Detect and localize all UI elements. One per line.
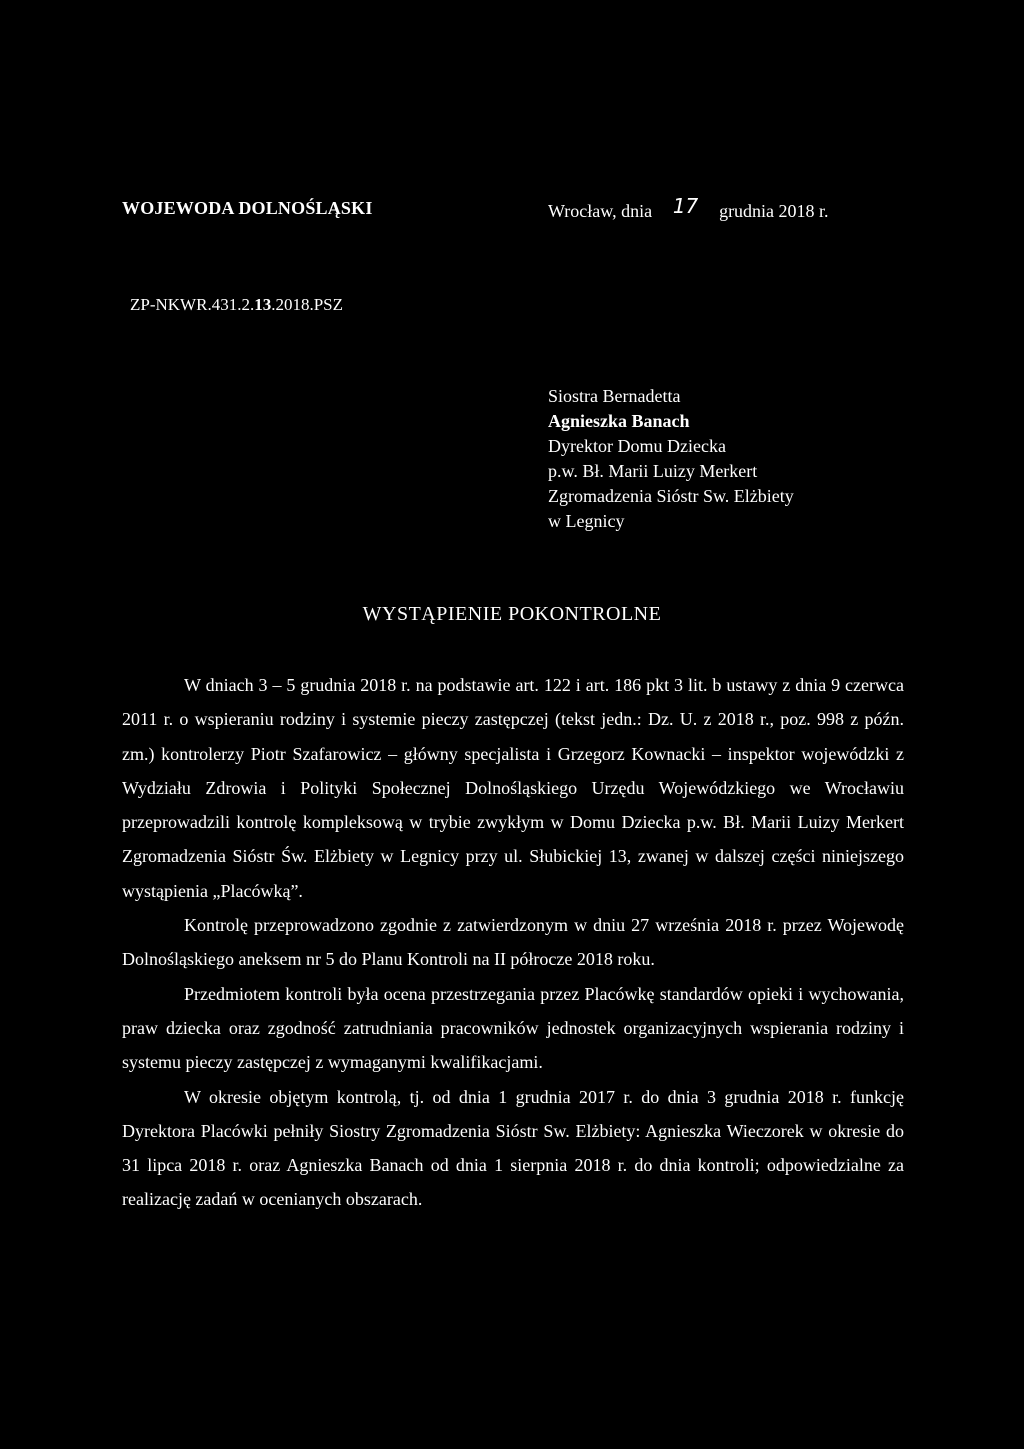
- addressee-line1: Siostra Bernadetta: [548, 386, 681, 406]
- document-body: [122, 668, 904, 1217]
- paragraph-2: Kontrolę przeprowadzono zgodnie z zatwierdzonym w dniu 27 września 2018 r. przez Wojewodę Dolnośląskiego aneksem nr 5 do Planu Kontroli na II półrocze 2018 roku.: [122, 915, 904, 970]
- case-number-part3: .2018.PSZ: [271, 295, 343, 314]
- handwritten-day: 17: [672, 194, 699, 218]
- date-suffix: grudnia 2018 r.: [719, 201, 829, 221]
- addressee-name: Agnieszka Banach: [548, 411, 690, 431]
- paragraph-1: W dniach 3 – 5 grudnia 2018 r. na podstawie art. 122 i art. 186 pkt 3 lit. b ustawy z dnia 9 czerwca 2011 r. o wspieraniu rodziny i systemie pieczy zastępczej (tekst jedn.: Dz. U. z 2018 r., poz. 998 z późn. zm.) kontrolerzy Piotr Szafarowicz – główny specjalista i Grzegorz Kownacki – inspektor wojewódzki z Wydziału Zdrowia i Polityki Społecznej Dolnośląskiego Urzędu Wojewódzkiego we Wrocławiu przeprowadzili kontrolę kompleksową w trybie zwykłym w Domu Dziecka p.w. Bł. Marii Luizy Merkert Zgromadzenia Sióstr Św. Elżbiety w Legnicy przy ul. Słubickiej 13, zwanej w dalszej części niniejszego wystąpienia „Placówką”.: [122, 675, 904, 901]
- addressee-line4: p.w. Bł. Marii Luizy Merkert: [548, 461, 758, 481]
- place-prefix: Wrocław, dnia: [548, 201, 653, 221]
- case-number-part2: 13: [254, 295, 272, 314]
- addressee-block: [548, 384, 794, 534]
- paragraph-4: W okresie objętym kontrolą, tj. od dnia 1 grudnia 2017 r. do dnia 3 grudnia 2018 r. funkcję Dyrektora Placówki pełniły Siostry Zgromadzenia Sióstr Sw. Elżbiety: Agnieszka Wieczorek w okresie do 31 lipca 2018 r. oraz Agnieszka Banach od dnia 1 sierpnia 2018 r. do dnia kontroli; odpowiedzialne za realizację zadań w ocenianych obszarach.: [122, 1086, 904, 1210]
- case-number-part1: ZP-NKWR.431.2.: [130, 295, 255, 314]
- addressee-line6: w Legnicy: [548, 511, 625, 531]
- document-title: WYSTĄPIENIE POKONTROLNE: [362, 603, 662, 625]
- issuer-name: WOJEWODA DOLNOŚLĄSKI: [122, 198, 373, 218]
- addressee-line5: Zgromadzenia Sióstr Sw. Elżbiety: [548, 486, 794, 506]
- addressee-line3: Dyrektor Domu Dziecka: [548, 436, 726, 456]
- case-number: [130, 295, 343, 315]
- place-date: [548, 194, 829, 222]
- paragraph-3: Przedmiotem kontroli była ocena przestrzegania przez Placówkę standardów opieki i wychowania, praw dziecka oraz zgodność zatrudniania pracowników jednostek organizacyjnych wspierania rodziny i systemu pieczy zastępczej z wymaganymi kwalifikacjami.: [122, 983, 904, 1073]
